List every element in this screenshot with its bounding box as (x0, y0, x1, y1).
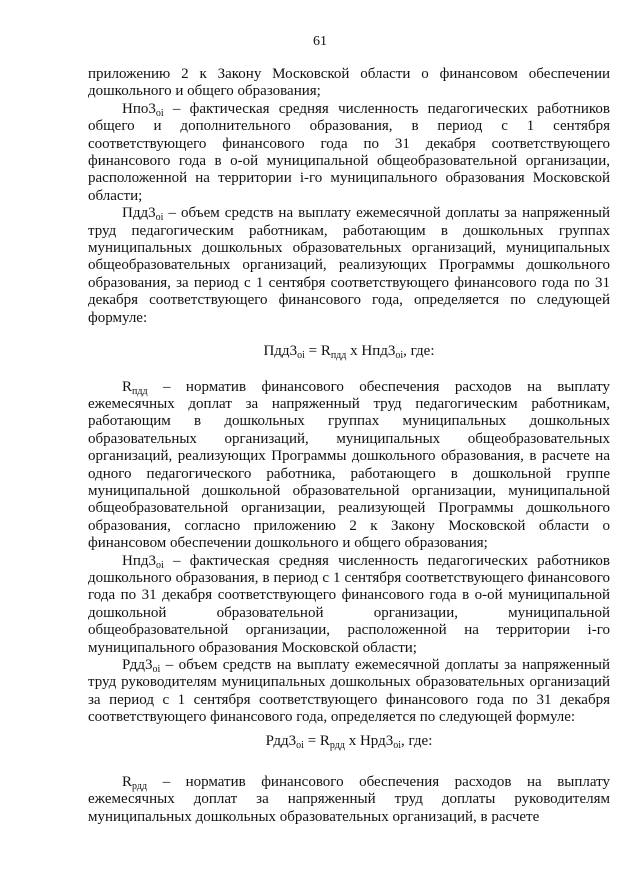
term-pdd-sub: oi (155, 212, 164, 224)
formula-pdd-a: Пдд3 (263, 343, 298, 360)
formula-pdd-b: = R (304, 343, 331, 360)
formula-rdd-d: , где: (401, 732, 433, 749)
paragraph-npo-text: – фактическая средняя численность педагогических работников общего и дополнительного образования, в период с 1 сентября соответствующего финансового года по 31 декабря соответствующего финансового года в о-ой муниципальной общеобразовательной организации, расположенной на территории i-го муниципального образования Московской области; (88, 100, 610, 204)
formula-rdd-b: = R (303, 732, 330, 749)
term-npd-sub: oi (156, 559, 164, 571)
document-body (88, 66, 610, 826)
paragraph-rrdd-text: – норматив финансового обеспечения расходов на выплату ежемесячных доплат за напряженный труд доплаты руководителям муниципальных дошкольных образовательных организаций, в расчете (88, 774, 610, 825)
paragraph-npo (88, 101, 610, 205)
formula-rdd-b-sub: рдд (329, 739, 345, 751)
term-pdd: Пдд3 (122, 205, 156, 222)
paragraph-rdd (88, 657, 610, 727)
formula-rdd-a-sub: oi (296, 739, 304, 751)
formula-pdd-d: , где: (403, 343, 435, 360)
page-number: 61 (313, 34, 327, 49)
paragraph-continuation: приложению 2 к Закону Московской области о финансовом обеспечении дошкольного и общего образования; (88, 66, 610, 100)
paragraph-rpdd-text: – норматив финансового обеспечения расходов на выплату ежемесячных доплат за напряженный труд педагогическим работникам, работающим в дошкольных группах муниципальных дошкольных образовательных организаций, муниципальных общеобразовательных организаций, реализующих Программы дошкольного образования, в расчете на одного педагогического работника, работающего в дошкольной группе муниципальной дошкольной образовательной организации, муниципальной общеобразовательной организации, реализующей Программы дошкольного образования, согласно приложению 2 к Закону Московской области о финансовом обеспечении дошкольного и общего образования; (88, 378, 610, 552)
formula-pdd-a-sub: oi (297, 350, 305, 362)
formula-rdd-c: х Нрд3 (344, 732, 394, 749)
term-rdd-sub: oi (152, 664, 161, 675)
formula-pdd-b-sub: пдд (330, 350, 347, 362)
formula-rdd-a: Рдд3 (265, 732, 297, 749)
term-npo: Нпо3 (122, 100, 156, 117)
term-npd: Нпд3 (122, 552, 156, 569)
formula-rdd (88, 733, 610, 750)
formula-rdd-c-sub: oi (393, 739, 402, 751)
formula-pdd-c: х Нпд3 (346, 343, 396, 360)
term-rrdd-sub: рдд (132, 781, 148, 793)
term-rpdd-sub: пдд (132, 385, 148, 397)
paragraph-rrdd (88, 774, 610, 826)
term-rrdd: R (122, 774, 133, 791)
formula-pdd-c-sub: oi (395, 350, 404, 362)
paragraph-npd (88, 553, 610, 657)
paragraph-npd-text: – фактическая средняя численность педагогических работников дошкольного образования, в период с 1 сентября соответствующего финансового года по 31 декабря соответствующего финансового года в о-ой муниципальной дошкольной образовательной организации, муниципальной общеобразовательной организации, расположенной на территории i-го муниципального образования Московской области; (88, 552, 610, 656)
formula-pdd (88, 343, 610, 360)
paragraph-pdd (88, 205, 610, 327)
paragraph-rdd-text: – объем средств на выплату ежемесячной доплаты за напряженный труд руководителям муниципальных дошкольных образовательных организаций за период с 1 сентября соответствующего финансового года по 31 декабря соответствующего финансового года, определяется по следующей формуле: (88, 657, 610, 726)
term-rpdd: R (122, 378, 133, 395)
term-npo-sub: oi (155, 107, 164, 119)
paragraph-pdd-text: – объем средств на выплату ежемесячной доплаты за напряженный труд педагогическим работникам, работающим в дошкольных группах муниципальных дошкольных образовательных организаций, муниципальных общеобразовательных организаций, реализующих Программы дошкольного образования, за период с 1 сентября соответствующего финансового года по 31 декабря соответствующего финансового года, определяется по следующей формуле: (88, 205, 610, 326)
term-rdd: Рдд3 (122, 657, 153, 673)
paragraph-rpdd (88, 379, 610, 553)
